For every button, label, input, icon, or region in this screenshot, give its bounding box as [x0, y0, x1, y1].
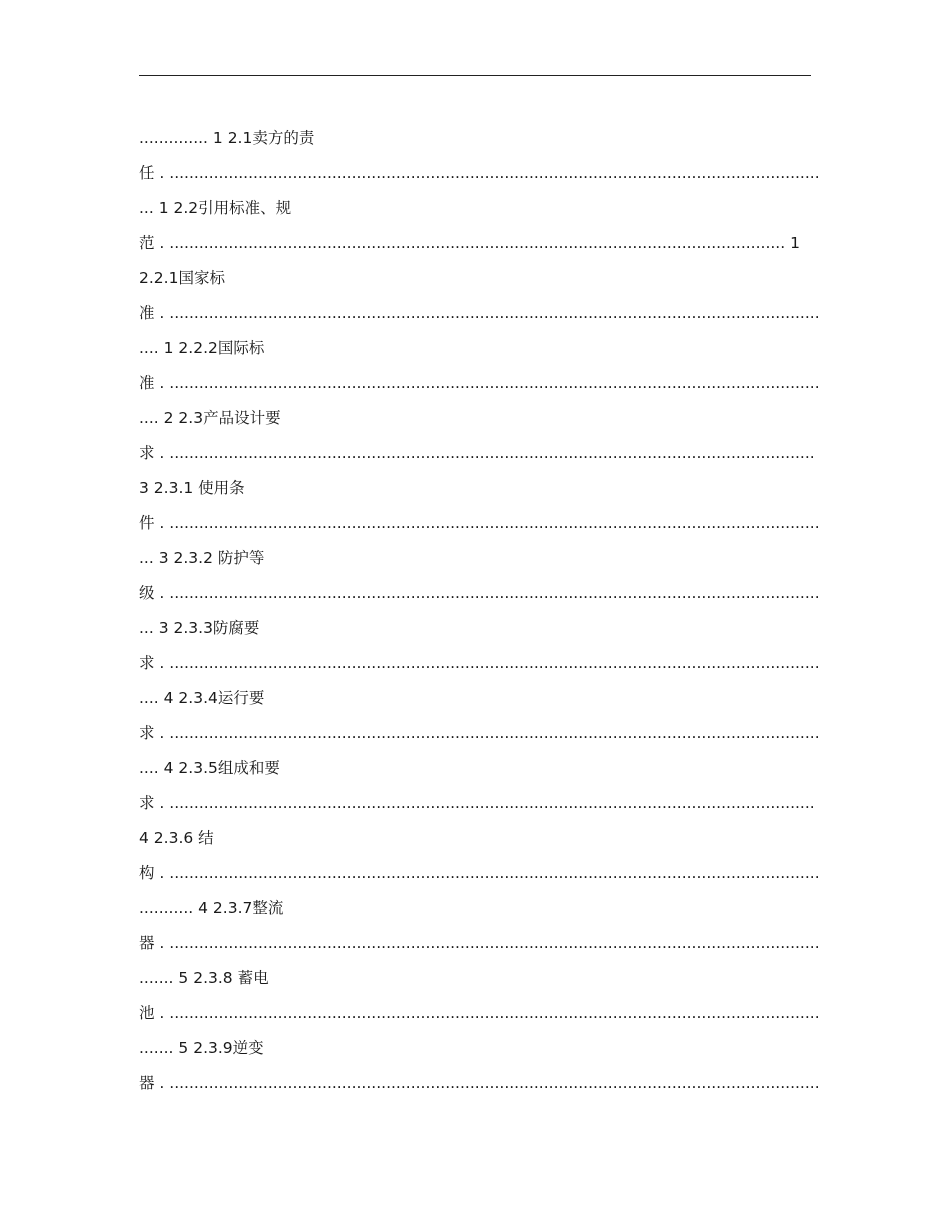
toc-line: ........... 4 2.3.7整流 [139, 899, 284, 917]
toc-line: ... 3 2.3.2 防护等 [139, 549, 265, 567]
toc-line: 2.2.1国家标 [139, 269, 225, 287]
toc-line: ....... 5 2.3.8 蓄电 [139, 969, 269, 987]
toc-line: 器 . .................................................................................................................................... [139, 934, 820, 952]
table-of-contents [139, 124, 836, 1104]
toc-line: 4 2.3.6 结 [139, 829, 214, 847]
toc-line: 准 . .................................................................................................................................... [139, 304, 820, 322]
header-rule [139, 75, 811, 76]
toc-line: 器 . .................................................................................................................................... [139, 1074, 820, 1092]
toc-line: 3 2.3.1 使用条 [139, 479, 245, 497]
toc-line: 准 . .................................................................................................................................... [139, 374, 820, 392]
toc-line: .............. 1 2.1卖方的责 [139, 129, 315, 147]
toc-line: 件 . .................................................................................................................................... [139, 514, 820, 532]
toc-line: ... 3 2.3.3防腐要 [139, 619, 260, 637]
toc-line: .... 1 2.2.2国际标 [139, 339, 265, 357]
toc-line: .... 2 2.3产品设计要 [139, 409, 281, 427]
toc-line: 求 . .................................................................................................................................... [139, 724, 820, 742]
toc-line: 求 . ................................................................................................................................... [139, 444, 815, 462]
toc-line: ... 1 2.2引用标准、规 [139, 199, 292, 217]
toc-line: 池 . .................................................................................................................................... [139, 1004, 820, 1022]
toc-line: 任 . .................................................................................................................................... [139, 164, 820, 182]
toc-line: .... 4 2.3.5组成和要 [139, 759, 280, 777]
toc-line: 级 . .................................................................................................................................... [139, 584, 820, 602]
toc-line: 范 . ............................................................................................................................. 1 [139, 234, 800, 252]
toc-line: ....... 5 2.3.9逆变 [139, 1039, 264, 1057]
toc-line: 求 . ................................................................................................................................... [139, 794, 815, 812]
toc-line: 求 . .................................................................................................................................... [139, 654, 820, 672]
toc-line: .... 4 2.3.4运行要 [139, 689, 265, 707]
toc-line: 构 . .................................................................................................................................... [139, 864, 820, 882]
